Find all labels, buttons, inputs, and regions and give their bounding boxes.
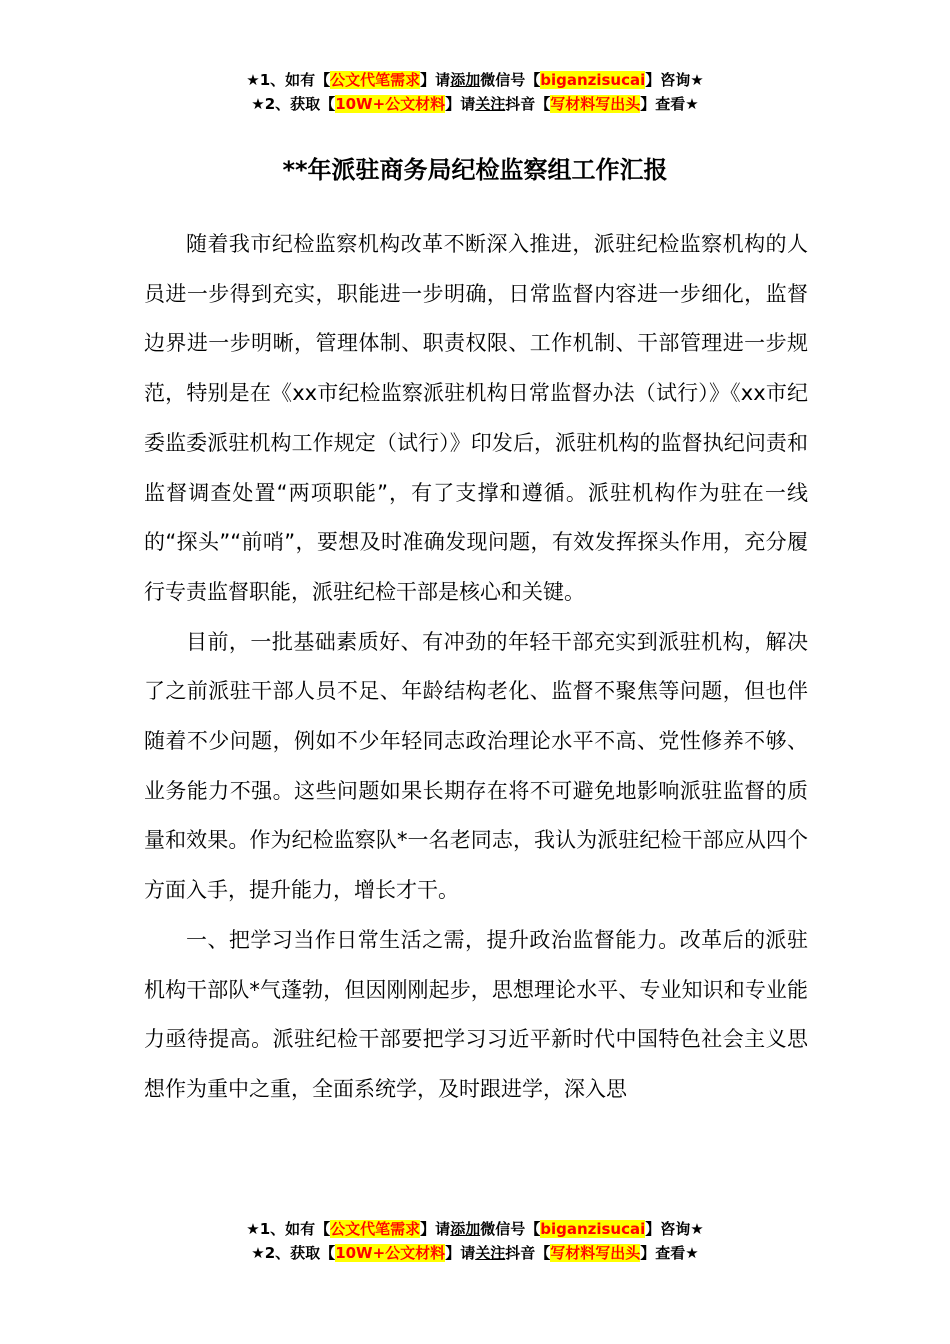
underlined-follow: 关注 [475, 1244, 506, 1262]
footer-banner [0, 1217, 950, 1265]
banner-line-1 [0, 68, 950, 92]
highlight-wechat-id: biganzisucai [540, 1220, 646, 1238]
banner-text: 】请 [420, 1220, 451, 1238]
highlight-wechat-id: biganzisucai [540, 71, 646, 89]
highlight-service: 公文代笔需求 [330, 71, 421, 89]
highlight-douyin-account: 写材料写出头 [550, 95, 641, 113]
highlight-douyin-account: 写材料写出头 [550, 1244, 641, 1262]
banner-text: ★2、获取【 [251, 95, 336, 113]
banner-line-2 [0, 92, 950, 116]
paragraph: 一、把学习当作日常生活之需，提升政治监督能力。改革后的派驻机构干部队*气蓬勃，但因刚刚起步，思想理论水平、专业知识和专业能力亟待提高。派驻纪检干部要把学习习近平新时代中国特色社会主义思想作为重中之重，全面系统学，及时跟进学，深入思 [144, 927, 808, 1101]
banner-text: ★2、获取【 [251, 1244, 336, 1262]
banner-text: 】请 [445, 1244, 476, 1262]
banner-text: 抖音【 [505, 95, 551, 113]
underlined-add: 添加 [450, 1220, 481, 1238]
banner-text: 微信号【 [480, 71, 541, 89]
underlined-follow: 关注 [475, 95, 506, 113]
banner-text: 】查看★ [640, 1244, 699, 1262]
document-title: **年派驻商务局纪检监察组工作汇报 [282, 156, 668, 184]
highlight-materials: 10W+公文材料 [335, 95, 446, 113]
banner-line-2 [0, 1241, 950, 1265]
paragraph: 目前，一批基础素质好、有冲劲的年轻干部充实到派驻机构，解决了之前派驻干部人员不足、年龄结构老化、监督不聚焦等问题，但也伴随着不少问题，例如不少年轻同志政治理论水平不高、党性修养不够、业务能力不强。这些问题如果长期存在将不可避免地影响派驻监督的质量和效果。作为纪检监察队*一名老同志，我认为派驻纪检干部应从四个方面入手，提升能力，增长才干。 [144, 629, 808, 903]
banner-text: 】请 [420, 71, 451, 89]
banner-line-1 [0, 1217, 950, 1241]
highlight-service: 公文代笔需求 [330, 1220, 421, 1238]
banner-text: 】查看★ [640, 95, 699, 113]
banner-text: 抖音【 [505, 1244, 551, 1262]
banner-text: ★1、如有【 [246, 1220, 331, 1238]
underlined-add: 添加 [450, 71, 481, 89]
paragraph: 随着我市纪检监察机构改革不断深入推进，派驻纪检监察机构的人员进一步得到充实，职能进一步明确，日常监督内容进一步细化，监督边界进一步明晰，管理体制、职责权限、工作机制、干部管理进一步规范，特别是在《xx市纪检监察派驻机构日常监督办法（试行）》《xx市纪委监委派驻机构工作规定（试行）》印发后，派驻机构的监督执纪问责和监督调查处置“两项职能”，有了支撑和遵循。派驻机构作为驻在一线的“探头”“前哨”，要想及时准确发现问题，有效发挥探头作用，充分履行专责监督职能，派驻纪检干部是核心和关键。 [144, 232, 808, 604]
banner-text: 】咨询★ [645, 71, 704, 89]
banner-text: 】咨询★ [645, 1220, 704, 1238]
banner-text: 】请 [445, 95, 476, 113]
banner-text: ★1、如有【 [246, 71, 331, 89]
highlight-materials: 10W+公文材料 [335, 1244, 446, 1262]
banner-text: 微信号【 [480, 1220, 541, 1238]
header-banner [0, 68, 950, 116]
document-body [144, 220, 808, 1115]
